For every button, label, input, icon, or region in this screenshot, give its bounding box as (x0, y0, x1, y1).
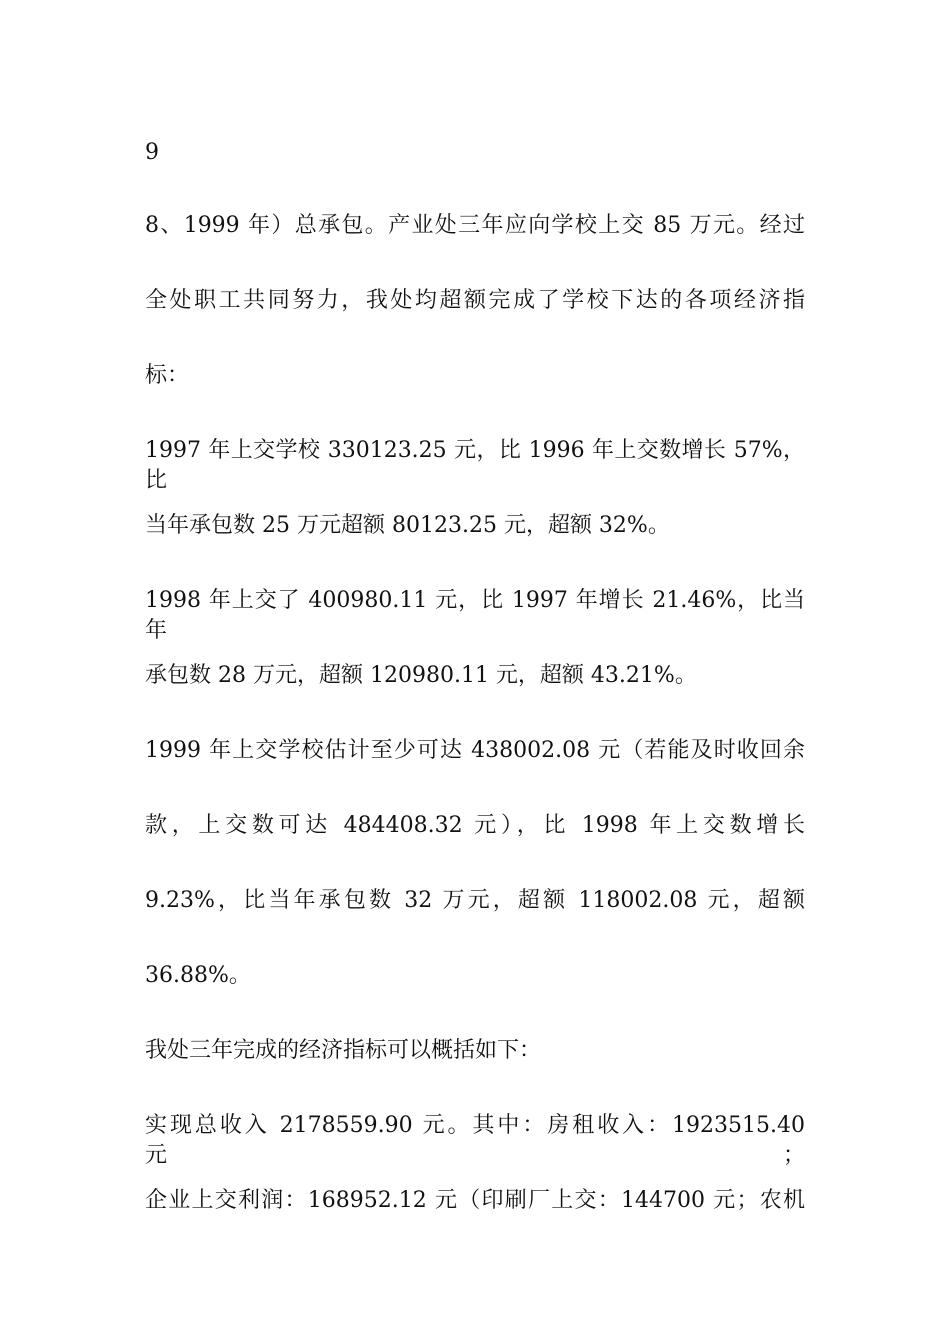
text-line-2: 全处职工共同努力，我处均超额完成了学校下达的各项经济指 (145, 288, 805, 313)
text-line-11: 36.88%。 (145, 963, 251, 988)
page-fragment-number: 9 (145, 140, 159, 165)
text-line-9: 款，上交数可达 484408.32 元），比 1998 年上交数增长 (145, 813, 805, 838)
text-line-3: 标： (145, 363, 190, 388)
text-line-12: 我处三年完成的经济指标可以概括如下： (145, 1038, 542, 1063)
text-line-6: 1998 年上交了 400980.11 元，比 1997 年增长 21.46%，比当年 (145, 588, 805, 643)
text-line-1: 8、1999 年）总承包。产业处三年应向学校上交 85 万元。经过 (145, 213, 805, 238)
text-line-8: 1999 年上交学校估计至少可达 438002.08 元（若能及时收回余 (145, 738, 805, 763)
text-line-10: 9.23%，比当年承包数 32 万元，超额 118002.08 元，超额 (145, 888, 805, 913)
text-line-7: 承包数 28 万元，超额 120980.11 元，超额 43.21%。 (145, 663, 697, 688)
text-line-5: 当年承包数 25 万元超额 80123.25 元，超额 32%。 (145, 513, 670, 538)
text-line-4: 1997 年上交学校 330123.25 元，比 1996 年上交数增长 57%，比 (145, 438, 805, 493)
text-line-13: 实现总收入 2178559.90 元。其中：房租收入：1923515.40 元； (145, 1113, 805, 1168)
text-line-14: 企业上交利润：168952.12 元（印刷厂上交：144700 元；农机 (145, 1188, 805, 1213)
